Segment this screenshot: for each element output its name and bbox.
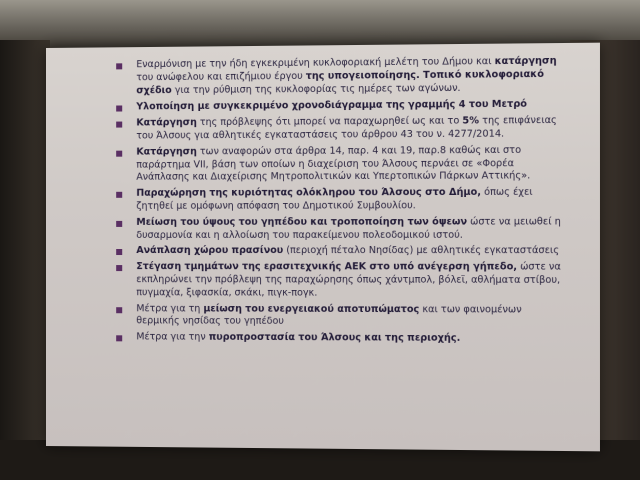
text: (περιοχή πέταλο Νησίδας) με αθλητικές εγκαταστάσεις: [283, 245, 560, 257]
bold-text: της υπογειοποίησης. Τοπικό κυκλοφοριακό σχέδιο: [136, 68, 544, 96]
bold-text: Κατάργηση: [136, 146, 197, 158]
text: της επιφάνειας του Άλσους για αθλητικές εγκαταστάσεις του άρθρου 43 του ν. 4277/2014.: [136, 114, 557, 142]
text: Μέτρα για τη: [136, 302, 204, 315]
bold-text: Μείωση του ύψους του γηπέδου και τροποποίηση των όψεων: [136, 216, 468, 228]
bullet-item: [102, 187, 568, 214]
text: του ανώφελου και επιζήμιου έργου: [136, 70, 306, 84]
bullet-item: [102, 99, 568, 115]
bullet-item: [102, 115, 568, 144]
bold-text: κατάργηση: [494, 55, 557, 68]
bold-text: Κατάργηση: [136, 117, 197, 129]
bold-text: Παραχώρηση της κυριότητας ολόκληρου του Άλσους στο Δήμο,: [136, 186, 481, 199]
bullet-item: [102, 331, 568, 346]
slide-content: [102, 55, 568, 445]
bold-text: μείωση του ενεργειακού αποτυπώματος: [203, 302, 420, 315]
text: Μέτρα για την: [136, 331, 209, 343]
bold-text: Στέγαση τμημάτων της ερασιτεχνικής ΑΕΚ στο υπό ανέγερση γήπεδο,: [136, 261, 518, 273]
bold-text: πυροπροστασία του Άλσους και της περιοχής.: [208, 331, 461, 345]
text: των αναφορών στα άρθρα 14, παρ. 4 και 19, παρ.8 καθώς και στο παράρτημα VII, βάση των οποίων η διαχείριση του Άλσους περνάει σε «Φορέα Ανάπλασης και Διαχείρισης Μητροπολιτικών και Υπερτοπικών Πάρκων Αττικής».: [136, 144, 531, 184]
bullet-item: [102, 245, 568, 258]
text: Εναρμόνιση με την ήδη εγκεκριμένη κυκλοφοριακή μελέτη του Δήμου και: [136, 55, 495, 71]
projection-screen: [46, 43, 600, 452]
bullet-item: [102, 261, 568, 301]
bold-text: Υλοποίηση με συγκεκριμένο χρονοδιάγραμμα της γραμμής 4 του Μετρό: [136, 99, 528, 113]
bullet-item: [102, 303, 568, 330]
text: για την ρύθμιση της κυκλοφορίας τις ημέρες των αγώνων.: [171, 82, 461, 96]
text: ώστε να μειωθεί η δυσαρμονία και η αλλοίωση του παρακείμενου πολεοδομικού ιστού.: [136, 216, 561, 241]
bold-text: Ανάπλαση χώρου πρασίνου: [136, 245, 284, 257]
bold-text: 5%: [462, 115, 479, 127]
text: της πρόβλεψης ότι μπορεί να παραχωρηθεί ως και το: [196, 115, 463, 129]
text: και των φαινομένων θερμικής νησίδας του γηπέδου: [136, 303, 522, 328]
bullet-list: [102, 55, 568, 346]
bullet-item: [102, 216, 568, 242]
left-wall: [0, 40, 50, 480]
bullet-item: [102, 144, 568, 185]
text: όπως έχει ζητηθεί με ομόφωνη απόφαση του Δημοτικού Συμβουλίου.: [136, 186, 533, 212]
text: ώστε να εκπληρώνει την πρόβλεψη της παραχώρησης όπως χάντμπολ, βόλεϊ, αθλήματα στίβου, πυγμαχία, ξιφασκία, σκάκι, πιγκ-πογκ.: [136, 261, 561, 299]
bullet-item: [102, 55, 568, 98]
